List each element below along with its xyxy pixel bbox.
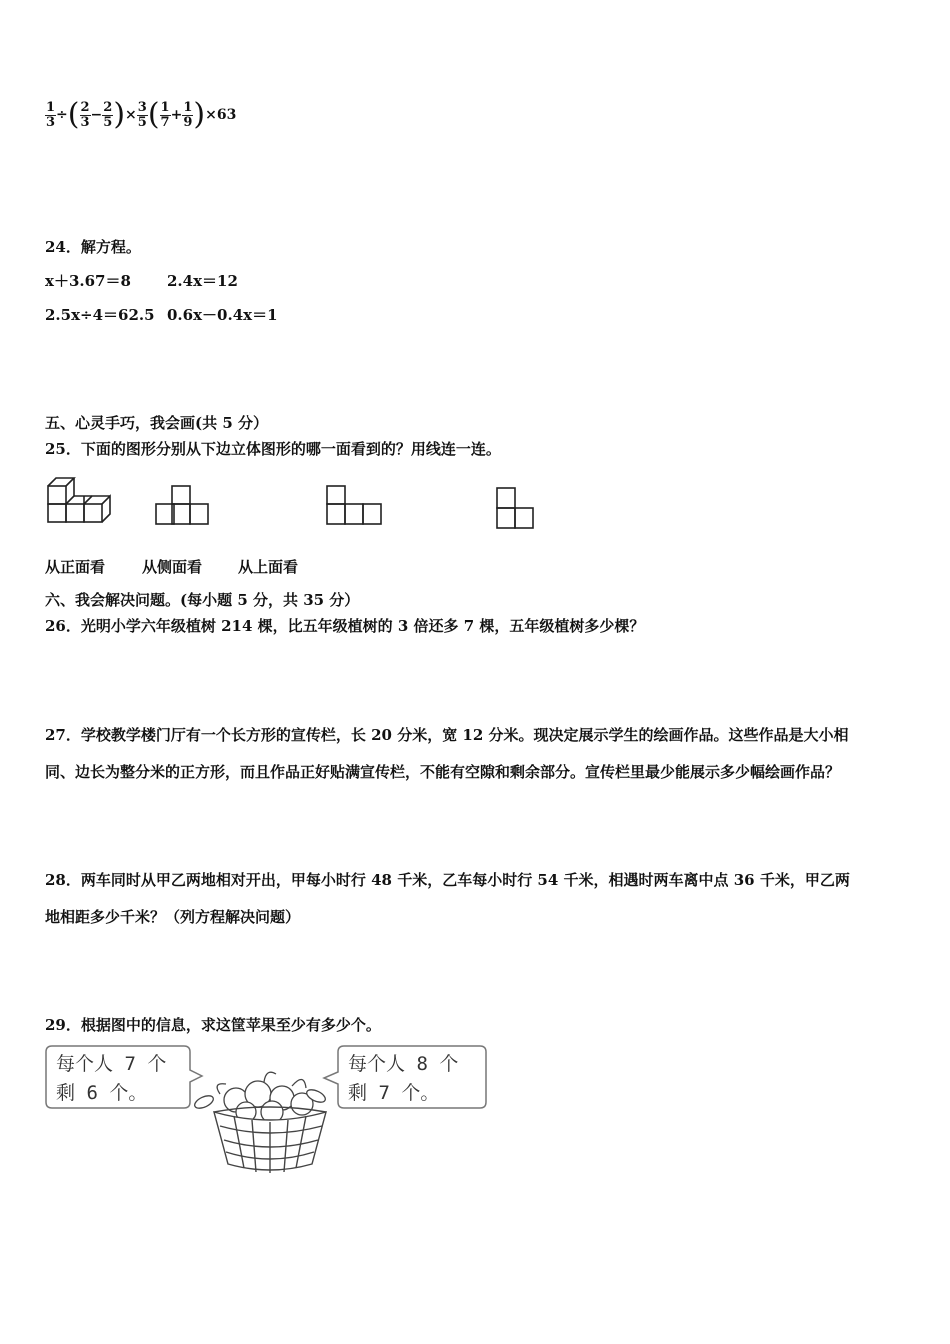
q25-view-figure-2: [323, 482, 385, 528]
q25-view-figure-3: [493, 484, 539, 532]
q24-equation-1: x＋3.67＝8: [45, 272, 131, 290]
q24-equation-3: 2.5x÷4＝62.5: [45, 306, 155, 324]
q25-label: 25．下面的图形分别从下边立体图形的哪一面看到的？用线连一连。: [45, 440, 501, 458]
q26-text: 26．光明小学六年级植树 214 棵，比五年级植树的 3 倍还多 7 棵，五年级植树多少棵？: [45, 617, 645, 635]
q27-line-1: 27．学校教学楼门厅有一个长方形的宣传栏，长 20 分米，宽 12 分米。现决定展示学生的绘画作品。这些作品是大小相: [45, 726, 849, 744]
fraction-1-9: $\frac{1}{9}$: [183, 99, 193, 130]
q27-line-2: 同、边长为整分米的正方形，而且作品正好贴满宣传栏，不能有空隙和剩余部分。宣传栏里最少能展示多少幅绘画作品？: [45, 763, 841, 781]
fraction-1-3: $\frac{1}{3}$: [46, 99, 56, 130]
q25-view-side: 从侧面看: [142, 558, 203, 576]
fraction-1-7: $\frac{1}{7}$: [160, 99, 170, 130]
section-5-title: 五、心灵手巧，我会画(共 5 分）: [45, 414, 268, 432]
q29-label: 29．根据图中的信息，求这筐苹果至少有多少个。: [45, 1016, 381, 1034]
apples-icon: [193, 1072, 327, 1123]
q24-label: 24．解方程。: [45, 238, 141, 256]
q23-expression: $\frac{1}{3}$ ÷( $\frac{2}{3}$ − $\frac{2}{5}$ )× $\frac{3}{5}$ ( $\frac{1}{7}$ + $\frac{1}{9}$ )×63: [46, 97, 237, 132]
section-6-title: 六、我会解决问题。(每小题 5 分，共 35 分）: [45, 591, 360, 609]
q28-line-2: 地相距多少千米？（列方程解决问题）: [45, 908, 301, 926]
q25-solid-figure: [44, 472, 124, 528]
q29-illustration: [44, 1042, 494, 1178]
q25-view-top: 从上面看: [238, 558, 299, 576]
fraction-2-5: $\frac{2}{5}$: [103, 99, 113, 130]
fraction-2-3: $\frac{2}{3}$: [80, 99, 90, 130]
q28-line-1: 28．两车同时从甲乙两地相对开出，甲每小时行 48 千米，乙车每小时行 54 千米，相遇时两车离中点 36 千米，甲乙两: [45, 871, 850, 889]
fraction-3-5: $\frac{3}{5}$: [137, 99, 147, 130]
right-bubble-line-1: 每个人 8 个: [348, 1053, 459, 1075]
q24-equation-2: 2.4x＝12: [167, 272, 238, 290]
q25-view-front: 从正面看: [45, 558, 106, 576]
left-bubble-line-1: 每个人 7 个: [56, 1053, 167, 1075]
q24-equation-4: 0.6x－0.4x＝1: [167, 306, 278, 324]
left-bubble-line-2: 剩 6 个。: [56, 1082, 148, 1104]
right-bubble-line-2: 剩 7 个。: [348, 1082, 440, 1104]
q25-view-figure-1: [152, 482, 214, 528]
